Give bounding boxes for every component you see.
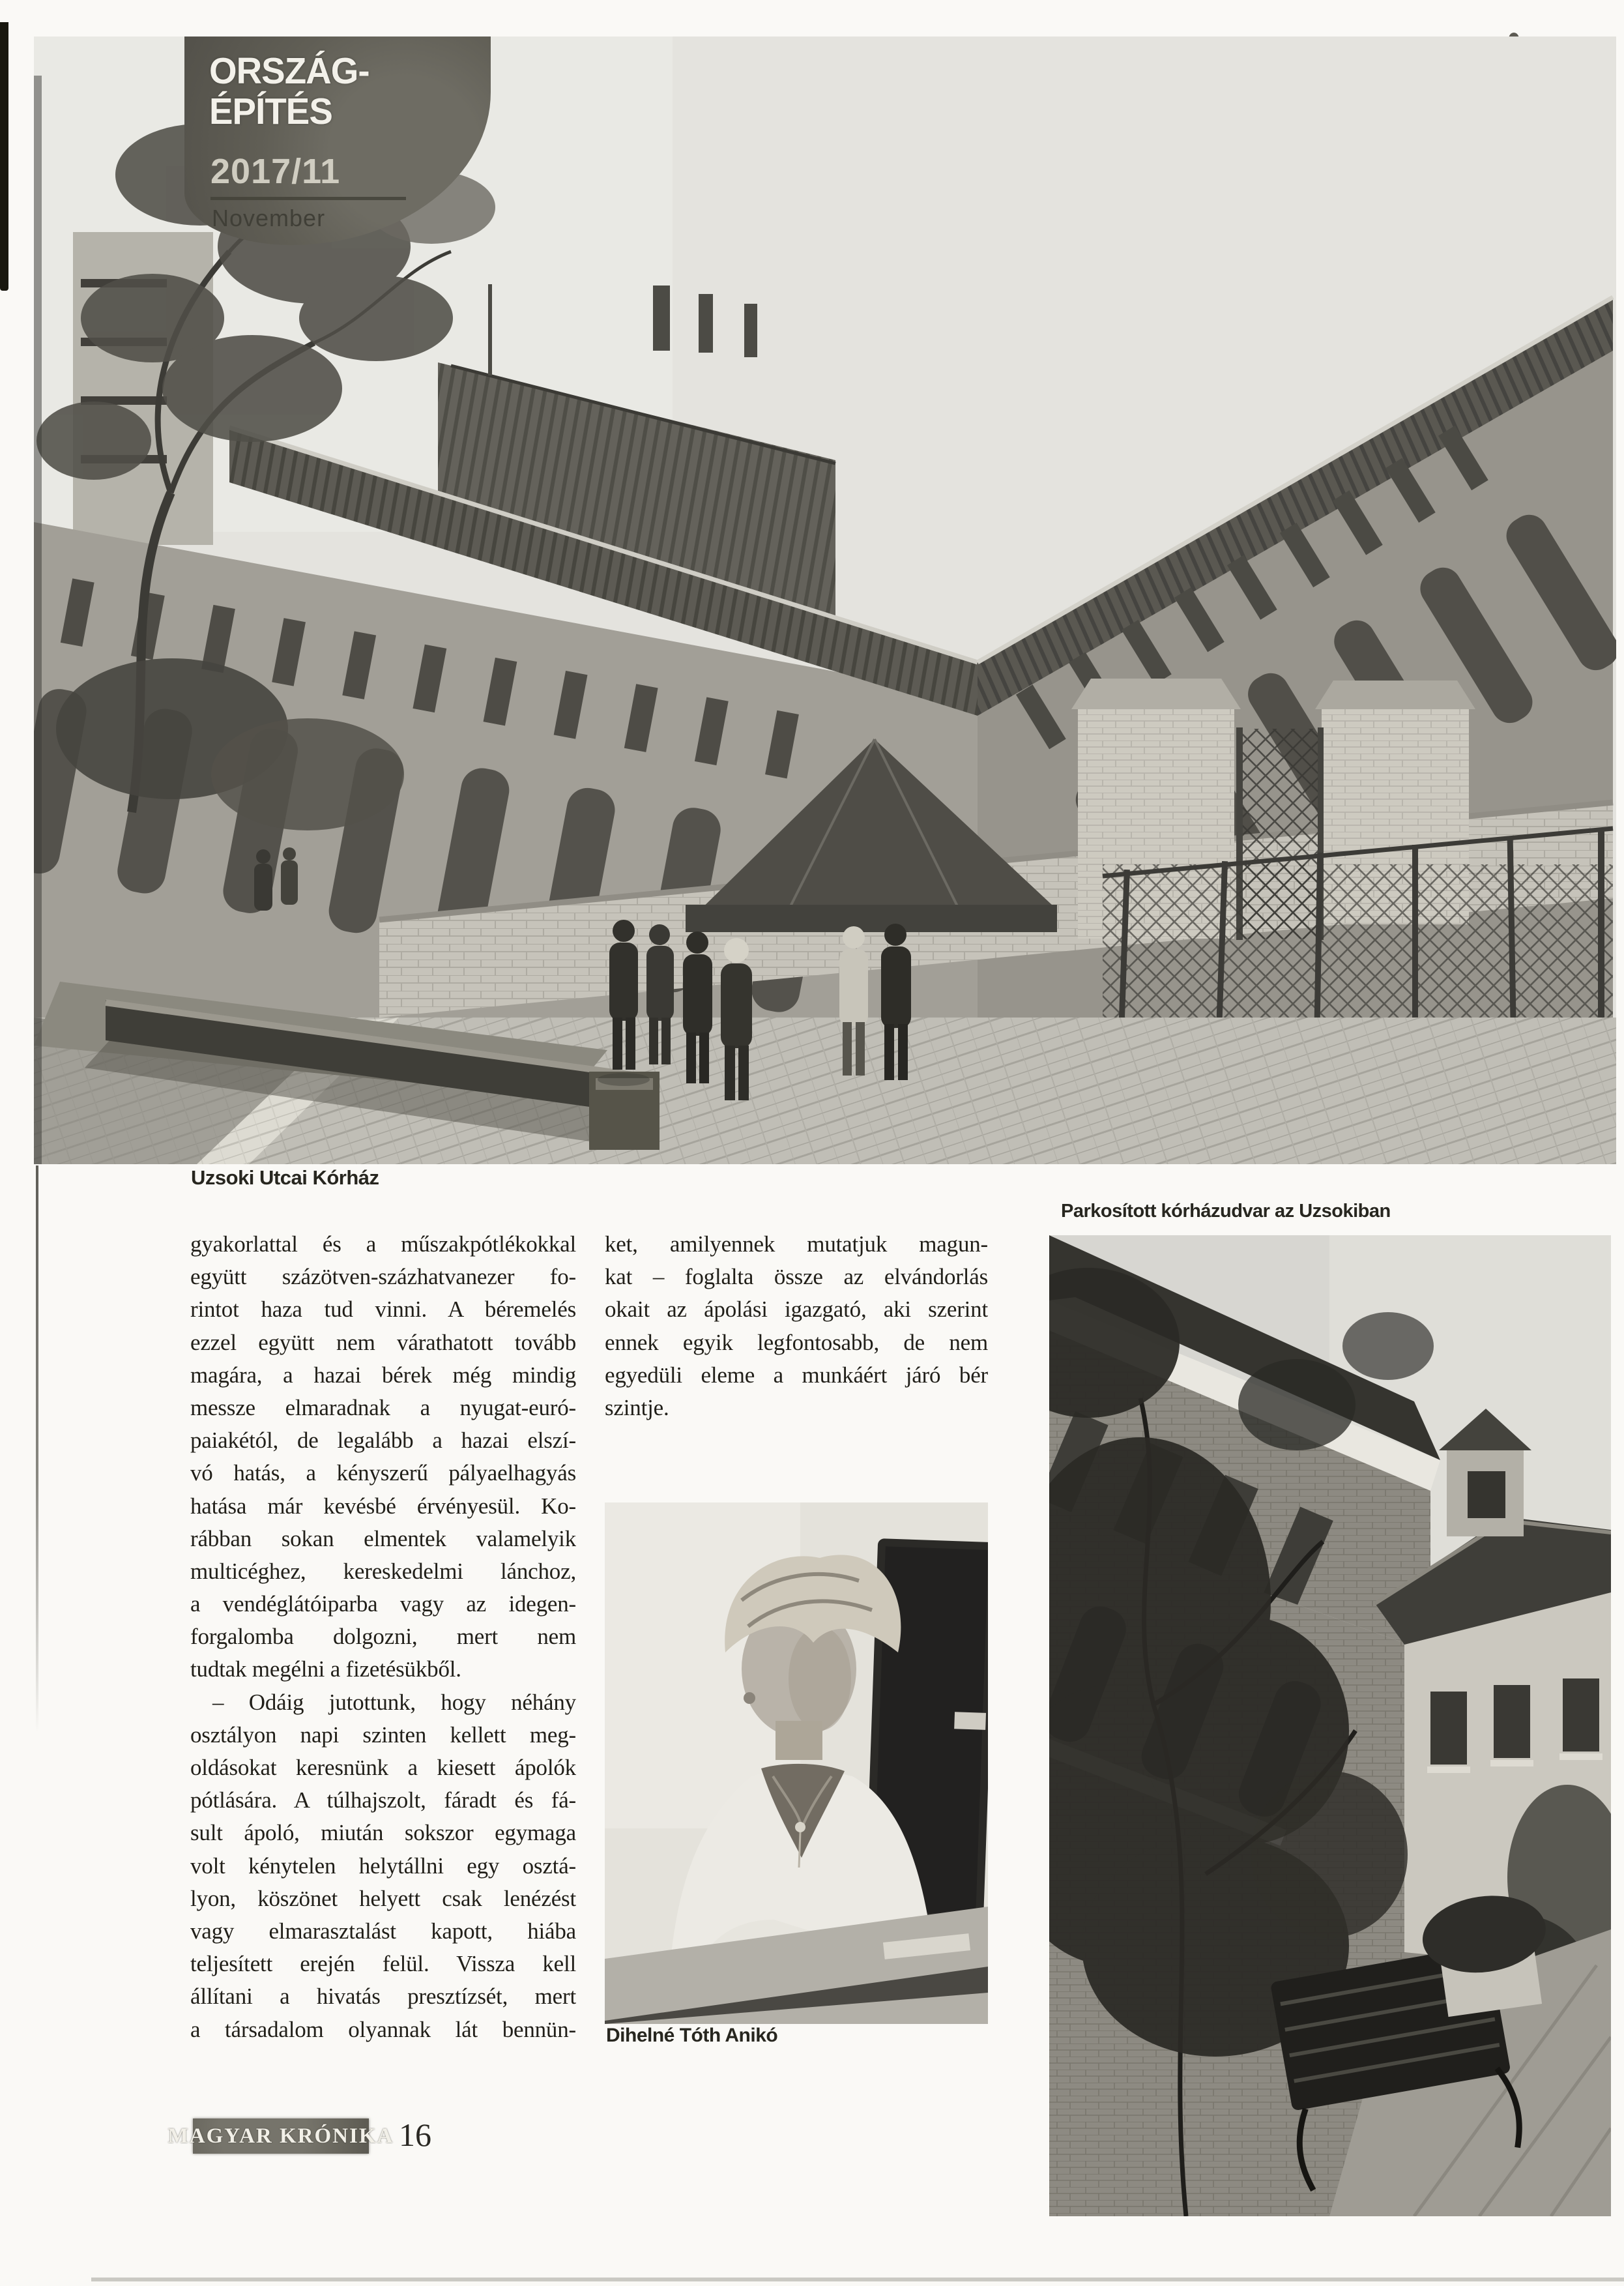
text-line: együtt százötven-százhatvanezer fo- (190, 1264, 576, 1290)
text-line: rábban sokan elmentek valamelyik (190, 1525, 576, 1551)
text-line: volt kénytelen helytállni egy osztá- (190, 1853, 576, 1879)
magazine-brand-badge (167, 2118, 394, 2154)
magazine-brand-label: MAGYAR KRÓNIKA (167, 2124, 394, 2148)
text-line: tudtak megélni a fizetésükből. (190, 1656, 461, 1682)
text-line: szintje. (605, 1394, 669, 1420)
text-line: vó hatás, a kényszerű pályaelhagyás (190, 1460, 576, 1486)
text-line: ennek egyik legfontosabb, de nem (605, 1329, 988, 1355)
article-column-1 (190, 1228, 576, 2046)
text-line: sult ápoló, miután sokszor egymaga (190, 1820, 576, 1846)
text-line: lyon, köszönet helyett csak lenézést (190, 1885, 576, 1911)
scan-artifact-line (36, 1165, 38, 1733)
portrait-caption: Dihelné Tóth Anikó (606, 2025, 778, 2046)
text-line: paiakétól, de legalább a hazai elszí- (190, 1428, 576, 1454)
text-line: magára, a hazai bérek még mindig (190, 1362, 576, 1388)
magazine-issue: 2017/11 (210, 152, 341, 191)
magazine-logo-title (209, 51, 370, 132)
text-line: állítani a hivatás presztízsét, mert (190, 1984, 576, 2010)
text-line: ket, amilyennek mutatjuk magun- (605, 1231, 988, 1257)
magazine-logo-line1: ORSZÁG- (209, 50, 370, 92)
text-line: okait az ápolási igazgató, aki szerint (605, 1297, 988, 1323)
scan-artifact-strip (91, 2278, 1624, 2281)
courtyard-photo-illustration (1049, 1235, 1611, 2216)
page-number: 16 (399, 2117, 431, 2153)
magazine-month: November (212, 205, 326, 231)
courtyard-photo-caption: Parkosított kórházudvar az Uzsokiban (1061, 1201, 1391, 1222)
magazine-logo-line2: ÉPÍTÉS (209, 91, 332, 132)
main-photo-caption: Uzsoki Utcai Kórház (191, 1166, 379, 1189)
text-line: multicéghez, kereskedelmi lánchoz, (190, 1558, 576, 1584)
text-line: messze elmaradnak a nyugat-euró- (190, 1394, 576, 1420)
text-line: vagy elmarasztalást kapott, hiába (190, 1918, 576, 1944)
courtyard-photo (1049, 1235, 1611, 2216)
portrait-photo (605, 1502, 988, 2024)
text-line: a vendéglátóiparba vagy az idegen- (190, 1591, 576, 1617)
text-line: osztályon napi szinten kellett meg- (190, 1722, 576, 1748)
text-line: – Odáig jutottunk, hogy néhány (212, 1689, 576, 1715)
text-line: ezzel együtt nem várathatott tovább (190, 1329, 576, 1355)
main-photo (34, 37, 1616, 1164)
text-line: a társadalom olyannak lát bennün- (190, 2016, 576, 2042)
article-column-2 (605, 1228, 988, 1424)
portrait-photo-illustration (605, 1502, 988, 2024)
text-line: pótlására. A túlhajszolt, fáradt és fá- (190, 1787, 576, 1813)
text-line: kat – foglalta össze az elvándorlás (605, 1264, 988, 1290)
logo-underline-rule (210, 197, 406, 200)
text-line: gyakorlattal és a műszakpótlékokkal (190, 1231, 576, 1257)
text-line: egyedüli eleme a munkáért járó bér (605, 1362, 988, 1388)
text-line: teljesített erején felül. Vissza kell (190, 1951, 576, 1977)
text-line: rintot haza tud vinni. A béremelés (190, 1297, 576, 1323)
text-line: hatása már kevésbé érvényesül. Ko- (190, 1493, 576, 1519)
scan-artifact-bar (0, 22, 8, 291)
text-line: forgalomba dolgozni, mert nem (190, 1624, 576, 1650)
text-line: oldásokat keresnünk a kiesett ápolók (190, 1755, 576, 1780)
